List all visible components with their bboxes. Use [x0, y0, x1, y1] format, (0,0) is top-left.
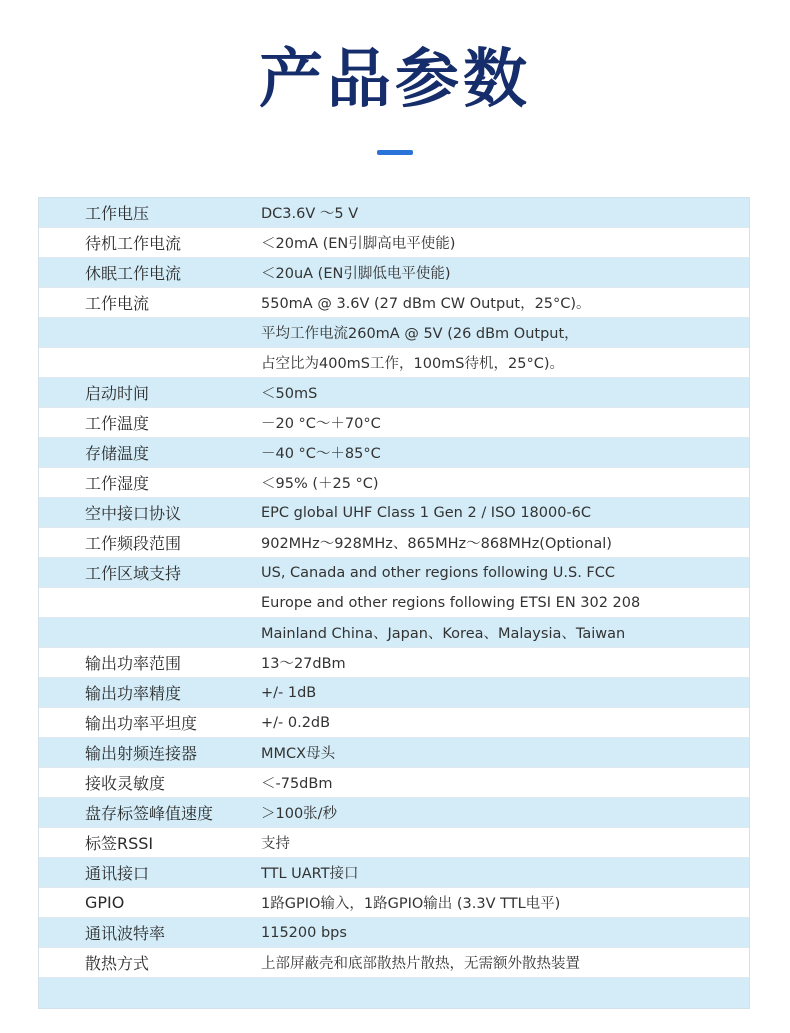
- table-row: [39, 708, 749, 738]
- param-value: －20 °C～＋70°C: [261, 416, 381, 432]
- param-label: 工作电压: [85, 204, 150, 223]
- title-underline: [377, 150, 413, 155]
- param-label: 接收灵敏度: [85, 774, 166, 793]
- table-row: [39, 438, 749, 468]
- param-value: Mainland China、Japan、Korea、Malaysia、Taiwan: [261, 626, 626, 642]
- table-row: [39, 198, 749, 228]
- table-row: [39, 228, 749, 258]
- parameter-table: [38, 197, 750, 1009]
- table-row: [39, 738, 749, 768]
- param-label: 盘存标签峰值速度: [85, 804, 214, 823]
- param-label: 输出功率范围: [85, 654, 182, 673]
- param-value: 支持: [261, 836, 290, 852]
- param-value: Europe and other regions following ETSI EN 302 208: [261, 594, 641, 611]
- table-row: [39, 468, 749, 498]
- param-value: ＜20uA (EN引脚低电平使能): [261, 266, 451, 282]
- param-value: MMCX母头: [261, 746, 336, 762]
- page-title: 产品参数: [259, 43, 531, 117]
- table-row: [39, 588, 749, 618]
- table-row: [39, 798, 749, 828]
- table-row: [39, 408, 749, 438]
- param-value: ＜-75dBm: [261, 776, 333, 792]
- param-value: +/- 1dB: [261, 684, 317, 701]
- param-label: 散热方式: [85, 954, 150, 973]
- table-row: [39, 648, 749, 678]
- table-row: [39, 828, 749, 858]
- param-value: 上部屏蔽壳和底部散热片散热，无需额外散热装置: [261, 956, 580, 972]
- param-label: 待机工作电流: [85, 234, 182, 253]
- param-value: +/- 0.2dB: [261, 714, 331, 731]
- param-value: 13～27dBm: [261, 656, 346, 672]
- table-row: [39, 978, 749, 1008]
- param-value: 115200 bps: [261, 924, 347, 941]
- table-row: [39, 318, 749, 348]
- param-value: －40 °C～＋85°C: [261, 446, 381, 462]
- table-row: [39, 258, 749, 288]
- table-row: [39, 768, 749, 798]
- param-label: 工作电流: [85, 294, 150, 313]
- table-row: [39, 678, 749, 708]
- table-row: [39, 378, 749, 408]
- param-value: 902MHz～928MHz、865MHz～868MHz(Optional): [261, 536, 612, 552]
- param-value: ＜20mA (EN引脚高电平使能): [261, 236, 456, 252]
- param-label: 标签RSSI: [85, 834, 154, 853]
- param-label: 工作区域支持: [85, 564, 182, 583]
- table-row: [39, 888, 749, 918]
- table-row: [39, 618, 749, 648]
- param-value: ＜95% (＋25 °C): [261, 476, 379, 492]
- param-label: 工作湿度: [85, 474, 150, 493]
- param-value: EPC global UHF Class 1 Gen 2 / ISO 18000-6C: [261, 504, 592, 521]
- param-label: 启动时间: [85, 384, 150, 403]
- param-label: 存储温度: [85, 444, 150, 463]
- table-row: [39, 498, 749, 528]
- param-value: ＞100张/秒: [261, 806, 338, 822]
- table-row: [39, 288, 749, 318]
- table-row: [39, 948, 749, 978]
- param-label: 工作频段范围: [85, 534, 182, 553]
- param-value: US, Canada and other regions following U.S. FCC: [261, 564, 615, 581]
- table-row: [39, 528, 749, 558]
- param-label: 工作温度: [85, 414, 150, 433]
- param-value: 1路GPIO输入，1路GPIO输出 (3.3V TTL电平): [261, 896, 561, 912]
- param-label: 休眠工作电流: [85, 264, 182, 283]
- table-row: [39, 918, 749, 948]
- param-value: 550mA @ 3.6V (27 dBm CW Output，25°C)。: [261, 296, 591, 312]
- param-label: 输出射频连接器: [85, 744, 198, 763]
- param-value: TTL UART接口: [261, 866, 359, 882]
- param-value: 平均工作电流260mA @ 5V (26 dBm Output，: [261, 326, 579, 342]
- param-label: 通讯接口: [85, 864, 150, 883]
- param-label: 空中接口协议: [85, 504, 182, 523]
- param-label: 输出功率平坦度: [85, 714, 198, 733]
- table-row: [39, 558, 749, 588]
- param-label: 通讯波特率: [85, 924, 166, 943]
- param-label: GPIO: [85, 893, 125, 912]
- table-row: [39, 858, 749, 888]
- param-value: DC3.6V ～5 V: [261, 206, 359, 222]
- table-row: [39, 348, 749, 378]
- param-value: 占空比为400mS工作，100mS待机，25°C)。: [261, 356, 564, 372]
- param-label: 输出功率精度: [85, 684, 182, 703]
- param-value: ＜50mS: [261, 386, 318, 402]
